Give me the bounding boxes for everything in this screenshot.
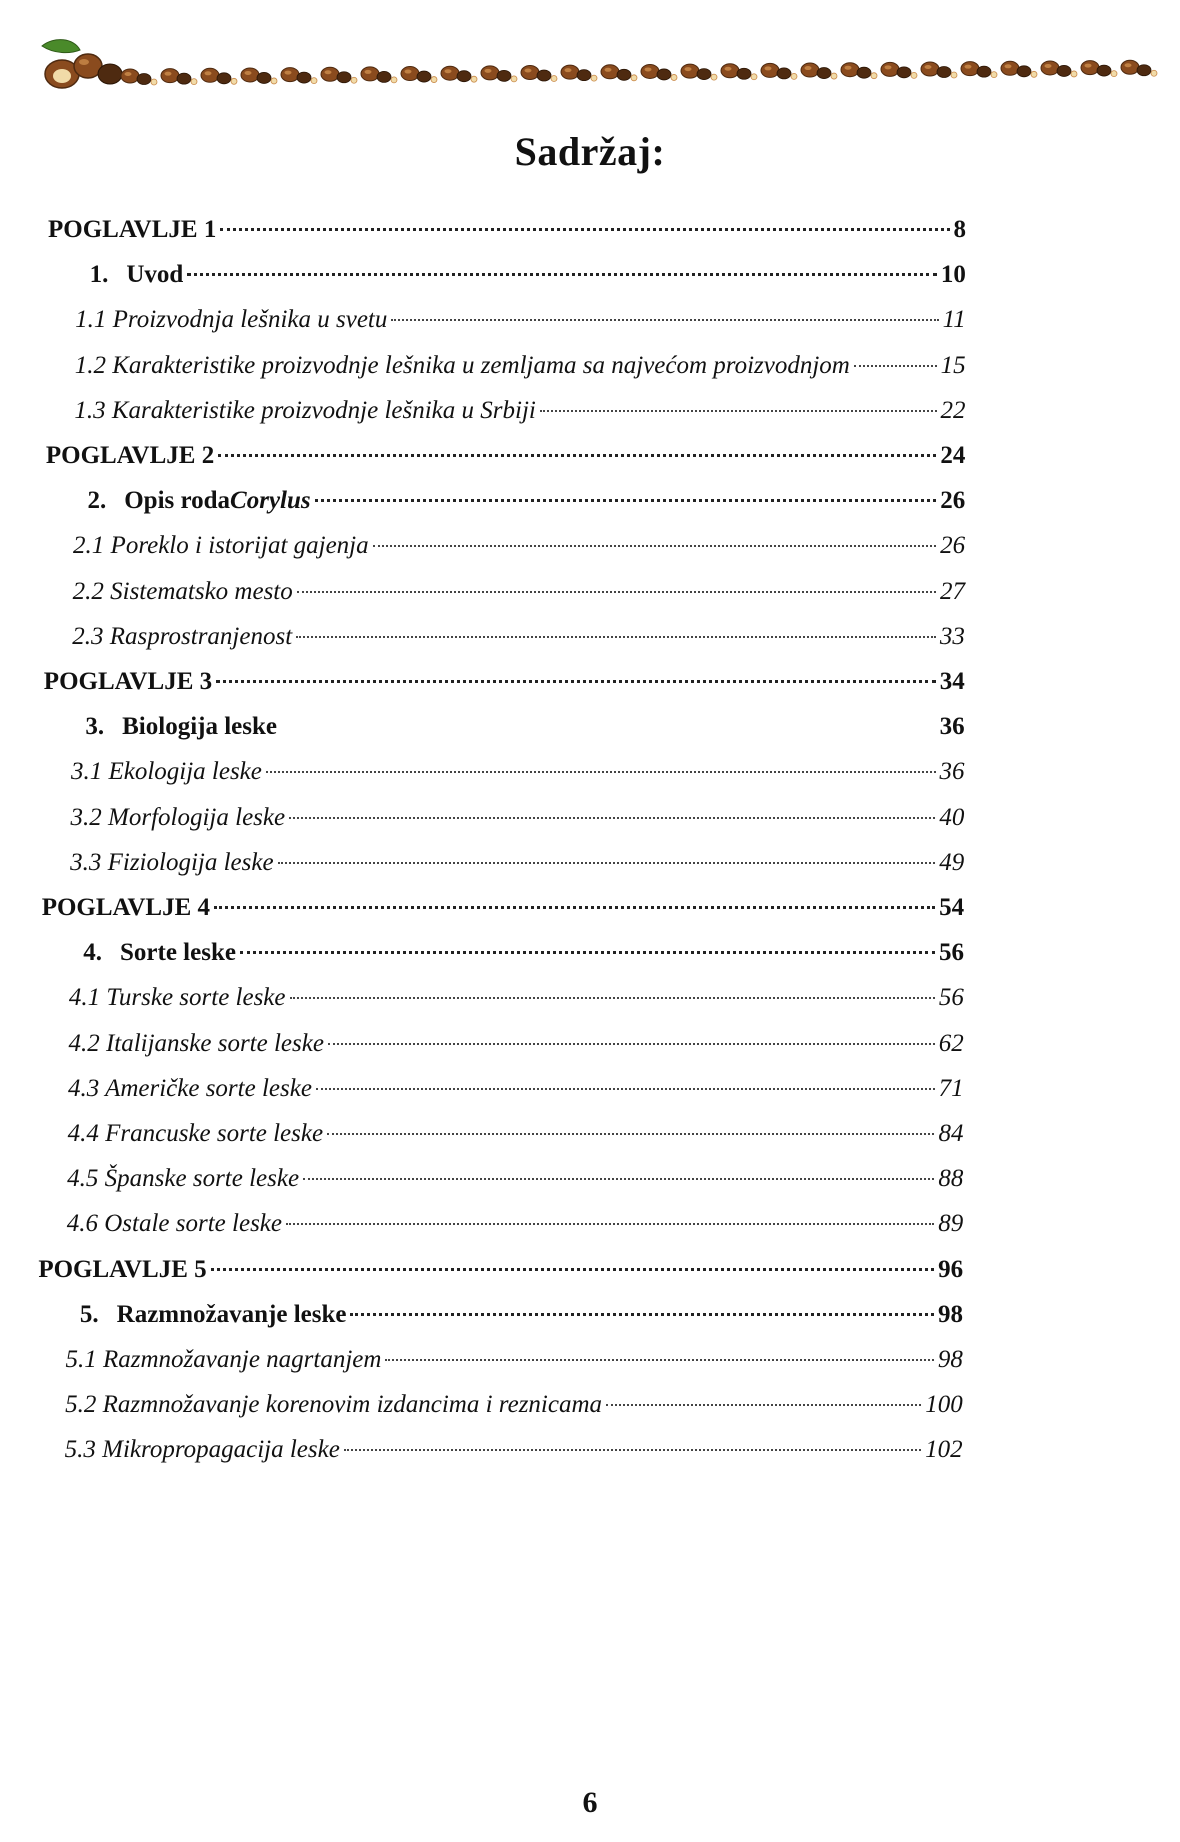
toc-entry-title: 5.1 Razmnožavanje nagrtanjem	[65, 1346, 382, 1373]
toc-entry-title-italic: Corylus	[230, 487, 311, 515]
toc-page-number: 10	[940, 261, 966, 289]
toc-page-number: 84	[938, 1120, 964, 1147]
toc-entry-title: 2.1 Poreklo i istorijat gajenja	[73, 532, 369, 560]
hazelnut-icon	[801, 63, 837, 79]
toc-section-number: 1.	[89, 261, 109, 289]
hazelnut-icon	[521, 66, 557, 82]
toc-page-number: 26	[940, 532, 966, 560]
toc-entry-sub	[71, 752, 965, 792]
toc-entry-title: 3.1 Ekologija leske	[70, 758, 262, 786]
hazelnut-icon	[881, 62, 917, 78]
toc-entry-section	[87, 481, 965, 521]
hazelnut-icon	[281, 68, 317, 84]
toc-page-number: 96	[938, 1255, 964, 1283]
hazelnut-icon	[401, 67, 437, 83]
toc-dot-leader	[218, 454, 936, 457]
toc-entry-sub	[68, 1114, 964, 1154]
table-of-contents	[0, 210, 1180, 1750]
toc-page-number: 98	[937, 1300, 963, 1328]
toc-page-number: 8	[953, 216, 966, 243]
toc-dot-leader	[385, 1359, 933, 1361]
hazelnut-icon	[841, 63, 877, 79]
toc-entry-sub	[68, 1024, 963, 1064]
toc-entry-title: 2.3 Rasprostranjenost	[72, 622, 293, 650]
toc-page-number: 56	[938, 984, 964, 1012]
toc-dot-leader	[214, 906, 935, 909]
toc-entry-sub	[65, 1385, 963, 1425]
hazelnut-icon	[681, 64, 717, 80]
hazelnut-icon	[321, 67, 357, 83]
hazelnut-icon	[1041, 61, 1077, 77]
toc-entry-sub	[67, 1159, 963, 1199]
toc-entry-sub	[69, 978, 964, 1018]
toc-page-number: 33	[939, 622, 965, 650]
hazelnut-icon	[761, 63, 797, 79]
toc-entry-title: 5.2 Razmnožavanje korenovim izdancima i reznicama	[65, 1391, 603, 1419]
toc-page-number: 49	[939, 848, 965, 876]
toc-entry-title: 5.3 Mikropropagacija leske	[64, 1436, 340, 1464]
toc-dot-leader	[240, 951, 935, 954]
toc-dot-leader	[854, 365, 937, 367]
toc-page-number: 15	[940, 351, 966, 379]
toc-entry-sub	[71, 798, 965, 838]
toc-entry-sub	[72, 617, 965, 657]
toc-entry-sub	[67, 1204, 963, 1244]
toc-page-number: 34	[939, 668, 965, 695]
toc-page-number: 88	[938, 1165, 964, 1193]
toc-page-number: 22	[940, 396, 966, 424]
toc-entry-sub	[70, 843, 964, 883]
hazelnut-icon	[641, 64, 677, 80]
toc-section-number: 2.	[87, 487, 107, 515]
toc-entry-sub	[73, 526, 965, 566]
toc-entry-title: 4.5 Španske sorte leske	[67, 1165, 300, 1193]
toc-dot-leader	[344, 1449, 921, 1451]
toc-entry-title: 4.2 Italijanske sorte leske	[68, 1029, 324, 1057]
toc-dot-leader	[316, 1088, 935, 1090]
toc-page-number: 89	[938, 1210, 964, 1238]
toc-dot-leader	[350, 1313, 934, 1316]
toc-page-number: 36	[939, 758, 965, 786]
toc-page-number: 71	[938, 1074, 964, 1102]
toc-dot-leader	[266, 771, 936, 773]
toc-entry-title: POGLAVLJE 1	[48, 216, 217, 243]
toc-dot-leader	[278, 862, 936, 864]
hazelnut-icon	[441, 66, 477, 82]
toc-dot-leader	[315, 499, 937, 502]
toc-entry-title: POGLAVLJE 5	[38, 1255, 207, 1283]
toc-section-number: 3.	[85, 713, 105, 741]
toc-dot-leader	[211, 1268, 934, 1271]
toc-page-number: 98	[937, 1346, 963, 1373]
toc-page-number: 102	[925, 1436, 963, 1464]
toc-entry-title: 4.6 Ostale sorte leske	[66, 1210, 282, 1238]
toc-dot-leader	[327, 1133, 934, 1135]
toc-dot-leader	[328, 1043, 935, 1045]
hazelnut-icon	[961, 62, 997, 78]
toc-entry-sub	[75, 300, 966, 340]
toc-entry-section	[85, 707, 964, 747]
toc-entry-title: POGLAVLJE 2	[45, 442, 215, 469]
toc-entry-section	[90, 255, 966, 295]
toc-entry-title: POGLAVLJE 3	[43, 668, 213, 695]
toc-page-number: 27	[940, 577, 965, 605]
hazelnut-icon	[161, 69, 197, 85]
hazelnut-icon	[1081, 61, 1117, 77]
toc-dot-leader	[297, 591, 936, 593]
toc-entry-section	[83, 933, 964, 973]
toc-entry-chapter	[38, 1250, 963, 1290]
toc-dot-leader	[286, 1223, 934, 1225]
toc-entry-section	[80, 1295, 963, 1335]
toc-dot-leader	[391, 319, 938, 321]
page-title: Sadržaj:	[514, 129, 666, 174]
toc-dot-leader	[220, 228, 949, 231]
toc-page-number: 26	[940, 487, 966, 515]
hazelnut-icon	[201, 68, 237, 84]
toc-section-number: 5.	[79, 1300, 99, 1328]
toc-entry-title: Razmnožavanje leske	[116, 1300, 347, 1328]
hazelnut-icon	[1121, 60, 1157, 76]
toc-dot-leader	[303, 1178, 934, 1180]
toc-dot-leader	[606, 1404, 921, 1406]
toc-dot-leader	[187, 273, 937, 276]
toc-entry-title: 2.2 Sistematsko mesto	[72, 577, 293, 605]
toc-entry-sub	[75, 346, 966, 386]
toc-entry-sub	[65, 1430, 963, 1470]
toc-page-number: 54	[939, 894, 965, 921]
toc-page-number: 100	[925, 1391, 963, 1419]
hazelnut-icon	[1001, 61, 1037, 77]
toc-entry-title: 1.1 Proizvodnja lešnika u svetu	[75, 306, 388, 334]
toc-page-number: 40	[939, 803, 965, 831]
hazelnut-icon	[721, 64, 757, 80]
hazelnut-icon	[481, 66, 517, 82]
toc-page-number: 11	[942, 306, 966, 334]
toc-entry-title: Sorte leske	[120, 939, 236, 967]
toc-entry-title: Opis roda	[124, 487, 231, 515]
toc-entry-sub	[73, 572, 965, 612]
hazelnut-cluster-icon	[42, 40, 122, 88]
toc-dot-leader	[296, 636, 936, 638]
hazelnut-icon	[561, 65, 597, 81]
toc-entry-title: 4.3 Američke sorte leske	[68, 1074, 312, 1102]
toc-entry-title: 1.3 Karakteristike proizvodnje lešnika u Srbiji	[74, 396, 536, 424]
toc-dot-leader	[373, 545, 936, 547]
hazelnut-icon	[241, 68, 277, 84]
toc-dot-leader	[290, 997, 935, 999]
toc-entry-title: 1.2 Karakteristike proizvodnje lešnika u zemljama sa najvećom proizvodnjom	[74, 351, 850, 379]
toc-entry-sub	[66, 1340, 963, 1380]
toc-entry-title: Uvod	[126, 261, 184, 289]
toc-dot-leader	[540, 410, 937, 412]
toc-entry-chapter	[46, 436, 965, 476]
toc-section-number: 4.	[83, 939, 103, 967]
toc-entry-title: POGLAVLJE 4	[41, 894, 211, 921]
toc-page-number: 56	[938, 939, 964, 967]
toc-dot-leader	[216, 680, 936, 683]
toc-entry-title: 4.4 Francuske sorte leske	[67, 1120, 324, 1147]
toc-entry-chapter	[44, 662, 965, 702]
toc-dot-leader	[289, 817, 935, 819]
toc-entry-title: 4.1 Turske sorte leske	[68, 984, 286, 1012]
toc-entry-title: 3.3 Fiziologija leske	[70, 848, 274, 876]
toc-entry-title: Biologija leske	[122, 713, 277, 741]
toc-page-number: 36	[939, 713, 965, 741]
toc-page-number: 62	[938, 1029, 964, 1057]
page-number: 6	[582, 1786, 598, 1819]
hazelnut-icon	[361, 67, 397, 83]
toc-entry-sub	[74, 391, 965, 431]
toc-entry-chapter	[42, 888, 964, 928]
hazelnut-icon	[921, 62, 957, 78]
toc-entry-chapter	[48, 210, 966, 250]
hazelnut-icon	[121, 69, 157, 85]
hazelnut-border	[40, 36, 1160, 100]
toc-entry-sub	[68, 1069, 964, 1109]
hazelnut-icon	[601, 65, 637, 81]
toc-entry-title: 3.2 Morfologija leske	[70, 803, 286, 831]
toc-page-number: 24	[940, 442, 966, 469]
